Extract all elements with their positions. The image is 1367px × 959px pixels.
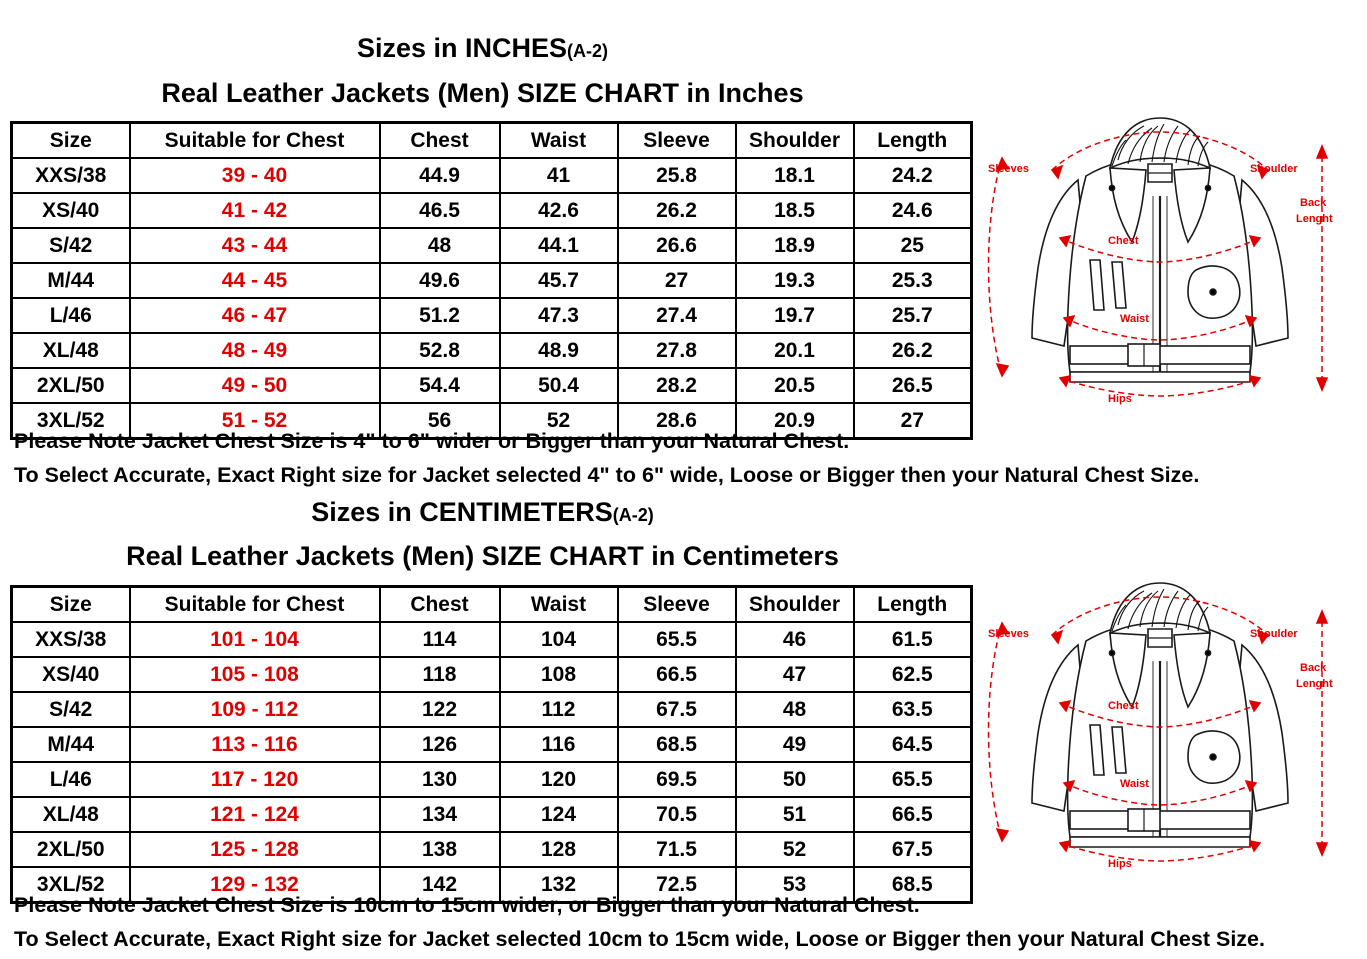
label-waist: Waist bbox=[1120, 778, 1149, 790]
cell-sleeve: 71.5 bbox=[618, 832, 736, 867]
cm-note-2: To Select Accurate, Exact Right size for Jacket selected 10cm to 15cm wide, Loose or Bigger then your Natural Chest Size. bbox=[14, 927, 1265, 951]
cell-shoulder: 18.5 bbox=[736, 193, 854, 228]
cell-suitable: 39 - 40 bbox=[130, 158, 380, 193]
jacket-measurement-diagram-centimeters bbox=[960, 575, 1360, 885]
cell-waist: 124 bbox=[500, 797, 618, 832]
cm-note-1: Please Note Jacket Chest Size is 10cm to 15cm wider, or Bigger than your Natural Chest. bbox=[14, 893, 920, 917]
cell-shoulder: 48 bbox=[736, 692, 854, 727]
cell-shoulder: 49 bbox=[736, 727, 854, 762]
label-chest: Chest bbox=[1108, 235, 1139, 247]
cell-size: 3XL/52 bbox=[12, 867, 130, 903]
cell-size: L/46 bbox=[12, 762, 130, 797]
table-row bbox=[12, 298, 972, 333]
cell-chest: 52.8 bbox=[380, 333, 500, 368]
jacket-illustration bbox=[1032, 583, 1288, 847]
jacket-measurement-diagram-inches bbox=[960, 110, 1360, 420]
cell-length: 64.5 bbox=[854, 727, 972, 762]
table-row bbox=[12, 158, 972, 193]
table-row bbox=[12, 692, 972, 727]
cell-length: 62.5 bbox=[854, 657, 972, 692]
cell-suitable: 43 - 44 bbox=[130, 228, 380, 263]
cm-heading-sub: Real Leather Jackets (Men) SIZE CHART in Centimeters bbox=[126, 541, 839, 571]
cell-size: 2XL/50 bbox=[12, 368, 130, 403]
column-header-chest: Chest bbox=[380, 123, 500, 159]
label-chest: Chest bbox=[1108, 700, 1139, 712]
cell-shoulder: 53 bbox=[736, 867, 854, 903]
cell-shoulder: 18.1 bbox=[736, 158, 854, 193]
column-header-length: Length bbox=[854, 123, 972, 159]
table-row bbox=[12, 832, 972, 867]
cell-waist: 52 bbox=[500, 403, 618, 439]
table-row bbox=[12, 797, 972, 832]
column-header-length: Length bbox=[854, 587, 972, 623]
cm-table-wrapper bbox=[10, 585, 973, 904]
cm-heading-suffix: (A-2) bbox=[612, 505, 654, 525]
cell-suitable: 49 - 50 bbox=[130, 368, 380, 403]
cell-sleeve: 69.5 bbox=[618, 762, 736, 797]
cell-suitable: 117 - 120 bbox=[130, 762, 380, 797]
inches-heading-main bbox=[0, 33, 965, 64]
table-row bbox=[12, 762, 972, 797]
cell-length: 24.2 bbox=[854, 158, 972, 193]
column-header-waist: Waist bbox=[500, 123, 618, 159]
label-waist: Waist bbox=[1120, 313, 1149, 325]
label-shoulder: Shoulder bbox=[1250, 163, 1298, 175]
inches-heading-sub: Real Leather Jackets (Men) SIZE CHART in Inches bbox=[161, 78, 804, 108]
column-header-size: Size bbox=[12, 123, 130, 159]
column-header-shoulder: Shoulder bbox=[736, 123, 854, 159]
cell-sleeve: 28.2 bbox=[618, 368, 736, 403]
cell-waist: 45.7 bbox=[500, 263, 618, 298]
cell-waist: 112 bbox=[500, 692, 618, 727]
cell-sleeve: 26.6 bbox=[618, 228, 736, 263]
cell-sleeve: 65.5 bbox=[618, 622, 736, 657]
cell-waist: 132 bbox=[500, 867, 618, 903]
cell-suitable: 113 - 116 bbox=[130, 727, 380, 762]
cell-sleeve: 25.8 bbox=[618, 158, 736, 193]
cell-suitable: 48 - 49 bbox=[130, 333, 380, 368]
cell-size: 3XL/52 bbox=[12, 403, 130, 439]
cell-shoulder: 50 bbox=[736, 762, 854, 797]
cm-size-table bbox=[10, 585, 973, 904]
cell-shoulder: 19.7 bbox=[736, 298, 854, 333]
cell-length: 25 bbox=[854, 228, 972, 263]
column-header-suitable-for-chest: Suitable for Chest bbox=[130, 587, 380, 623]
table-row bbox=[12, 657, 972, 692]
label-back-length-2: Lenght bbox=[1296, 678, 1333, 690]
cell-sleeve: 28.6 bbox=[618, 403, 736, 439]
cell-chest: 44.9 bbox=[380, 158, 500, 193]
table-header-row bbox=[12, 123, 972, 159]
cell-shoulder: 20.1 bbox=[736, 333, 854, 368]
cell-length: 25.7 bbox=[854, 298, 972, 333]
label-back-length-2: Lenght bbox=[1296, 213, 1333, 225]
table-row bbox=[12, 333, 972, 368]
table-row bbox=[12, 193, 972, 228]
cell-waist: 47.3 bbox=[500, 298, 618, 333]
cell-chest: 134 bbox=[380, 797, 500, 832]
cell-waist: 116 bbox=[500, 727, 618, 762]
inches-heading-text: Sizes in INCHES bbox=[356, 33, 568, 63]
cell-sleeve: 70.5 bbox=[618, 797, 736, 832]
cell-size: M/44 bbox=[12, 263, 130, 298]
label-hips: Hips bbox=[1108, 858, 1132, 870]
cell-waist: 120 bbox=[500, 762, 618, 797]
cell-suitable: 101 - 104 bbox=[130, 622, 380, 657]
cell-length: 24.6 bbox=[854, 193, 972, 228]
cell-size: 2XL/50 bbox=[12, 832, 130, 867]
cell-waist: 50.4 bbox=[500, 368, 618, 403]
cell-chest: 118 bbox=[380, 657, 500, 692]
cell-size: S/42 bbox=[12, 692, 130, 727]
cell-waist: 128 bbox=[500, 832, 618, 867]
cell-sleeve: 72.5 bbox=[618, 867, 736, 903]
cell-sleeve: 68.5 bbox=[618, 727, 736, 762]
cell-chest: 48 bbox=[380, 228, 500, 263]
cm-heading-text: Sizes in CENTIMETERS bbox=[311, 497, 613, 527]
cell-size: XS/40 bbox=[12, 193, 130, 228]
cell-length: 26.5 bbox=[854, 368, 972, 403]
cell-chest: 51.2 bbox=[380, 298, 500, 333]
column-header-shoulder: Shoulder bbox=[736, 587, 854, 623]
cell-chest: 142 bbox=[380, 867, 500, 903]
column-header-waist: Waist bbox=[500, 587, 618, 623]
inches-note-2: To Select Accurate, Exact Right size for Jacket selected 4" to 6" wide, Loose or Bigger then your Natural Chest Size. bbox=[14, 463, 1200, 487]
cell-shoulder: 46 bbox=[736, 622, 854, 657]
cell-chest: 54.4 bbox=[380, 368, 500, 403]
cell-shoulder: 52 bbox=[736, 832, 854, 867]
label-back-length-1: Back bbox=[1300, 662, 1327, 674]
cell-waist: 44.1 bbox=[500, 228, 618, 263]
cell-chest: 56 bbox=[380, 403, 500, 439]
column-header-sleeve: Sleeve bbox=[618, 587, 736, 623]
cell-chest: 49.6 bbox=[380, 263, 500, 298]
cell-length: 61.5 bbox=[854, 622, 972, 657]
jacket-diagram-svg bbox=[960, 110, 1360, 420]
cell-sleeve: 27.8 bbox=[618, 333, 736, 368]
cell-shoulder: 51 bbox=[736, 797, 854, 832]
label-shoulder: Shoulder bbox=[1250, 628, 1298, 640]
cell-size: XXS/38 bbox=[12, 158, 130, 193]
cell-size: XS/40 bbox=[12, 657, 130, 692]
cell-waist: 104 bbox=[500, 622, 618, 657]
cell-size: XL/48 bbox=[12, 797, 130, 832]
cell-sleeve: 67.5 bbox=[618, 692, 736, 727]
cell-length: 68.5 bbox=[854, 867, 972, 903]
inches-heading-suffix: (A-2) bbox=[567, 41, 609, 61]
cell-size: S/42 bbox=[12, 228, 130, 263]
jacket-diagram-svg bbox=[960, 575, 1360, 885]
column-header-chest: Chest bbox=[380, 587, 500, 623]
table-row bbox=[12, 228, 972, 263]
cell-length: 26.2 bbox=[854, 333, 972, 368]
cell-waist: 41 bbox=[500, 158, 618, 193]
cell-length: 66.5 bbox=[854, 797, 972, 832]
cell-sleeve: 26.2 bbox=[618, 193, 736, 228]
cell-length: 63.5 bbox=[854, 692, 972, 727]
inches-size-table bbox=[10, 121, 973, 440]
cell-shoulder: 18.9 bbox=[736, 228, 854, 263]
cell-chest: 46.5 bbox=[380, 193, 500, 228]
table-row bbox=[12, 263, 972, 298]
cell-shoulder: 19.3 bbox=[736, 263, 854, 298]
cm-heading-main bbox=[0, 497, 965, 528]
cell-size: L/46 bbox=[12, 298, 130, 333]
label-sleeves: Sleeves bbox=[988, 163, 1029, 175]
cell-shoulder: 47 bbox=[736, 657, 854, 692]
table-header-row bbox=[12, 587, 972, 623]
cell-suitable: 109 - 112 bbox=[130, 692, 380, 727]
column-header-sleeve: Sleeve bbox=[618, 123, 736, 159]
cell-size: M/44 bbox=[12, 727, 130, 762]
label-hips: Hips bbox=[1108, 393, 1132, 405]
cell-sleeve: 27.4 bbox=[618, 298, 736, 333]
cell-chest: 126 bbox=[380, 727, 500, 762]
cell-sleeve: 66.5 bbox=[618, 657, 736, 692]
cell-size: XL/48 bbox=[12, 333, 130, 368]
column-header-size: Size bbox=[12, 587, 130, 623]
cell-waist: 108 bbox=[500, 657, 618, 692]
cell-size: XXS/38 bbox=[12, 622, 130, 657]
cell-shoulder: 20.5 bbox=[736, 368, 854, 403]
cell-length: 67.5 bbox=[854, 832, 972, 867]
cell-waist: 42.6 bbox=[500, 193, 618, 228]
table-row bbox=[12, 622, 972, 657]
label-back-length-1: Back bbox=[1300, 197, 1327, 209]
cell-suitable: 51 - 52 bbox=[130, 403, 380, 439]
cell-suitable: 41 - 42 bbox=[130, 193, 380, 228]
cell-length: 27 bbox=[854, 403, 972, 439]
cell-suitable: 46 - 47 bbox=[130, 298, 380, 333]
cell-length: 65.5 bbox=[854, 762, 972, 797]
cell-suitable: 121 - 124 bbox=[130, 797, 380, 832]
cell-suitable: 105 - 108 bbox=[130, 657, 380, 692]
table-row bbox=[12, 368, 972, 403]
cell-suitable: 125 - 128 bbox=[130, 832, 380, 867]
table-row bbox=[12, 727, 972, 762]
cell-suitable: 129 - 132 bbox=[130, 867, 380, 903]
cell-suitable: 44 - 45 bbox=[130, 263, 380, 298]
cell-sleeve: 27 bbox=[618, 263, 736, 298]
cell-waist: 48.9 bbox=[500, 333, 618, 368]
jacket-illustration bbox=[1032, 118, 1288, 382]
cell-length: 25.3 bbox=[854, 263, 972, 298]
label-sleeves: Sleeves bbox=[988, 628, 1029, 640]
inches-note-1: Please Note Jacket Chest Size is 4" to 6" wider or Bigger than your Natural Chest. bbox=[14, 429, 850, 453]
column-header-suitable-for-chest: Suitable for Chest bbox=[130, 123, 380, 159]
cell-shoulder: 20.9 bbox=[736, 403, 854, 439]
cell-chest: 122 bbox=[380, 692, 500, 727]
cell-chest: 138 bbox=[380, 832, 500, 867]
inches-table-wrapper bbox=[10, 121, 973, 440]
cell-chest: 130 bbox=[380, 762, 500, 797]
cell-chest: 114 bbox=[380, 622, 500, 657]
